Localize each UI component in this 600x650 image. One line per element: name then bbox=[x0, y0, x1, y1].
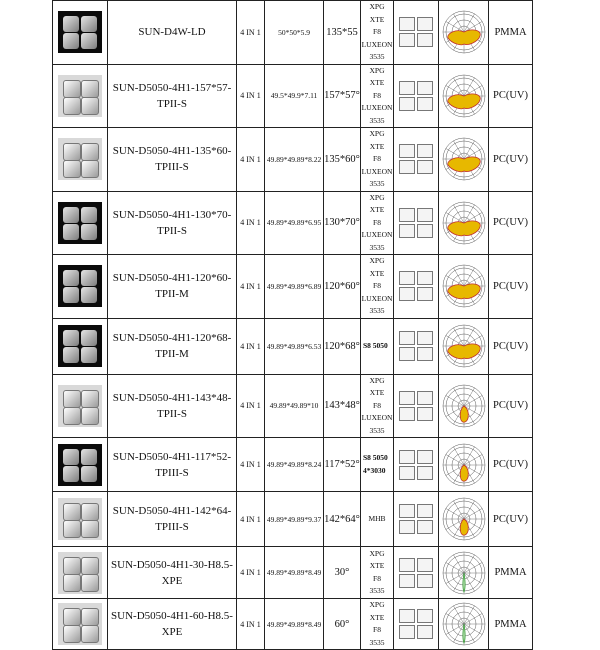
lens-element bbox=[63, 625, 81, 643]
lens-element bbox=[81, 143, 99, 161]
drawing-square bbox=[399, 160, 415, 174]
lens-photo bbox=[58, 325, 102, 367]
led-type: XPG bbox=[369, 256, 385, 265]
model-cell: SUN-D4W-LD bbox=[108, 1, 237, 65]
led-type: LUXEON bbox=[361, 230, 393, 239]
led-cell bbox=[361, 191, 394, 255]
led-type: XPG bbox=[369, 600, 385, 609]
lens-element bbox=[81, 574, 99, 592]
material-cell: PC(UV) bbox=[489, 374, 533, 438]
drawing-square bbox=[399, 97, 415, 111]
lens-element bbox=[63, 503, 81, 521]
led-cell bbox=[361, 128, 394, 192]
material-cell: PMMA bbox=[489, 599, 533, 650]
lens-element bbox=[63, 557, 81, 575]
lens-element bbox=[63, 33, 79, 49]
light-curve-cell bbox=[439, 128, 489, 192]
light-distribution-curve bbox=[442, 551, 486, 595]
material-cell: PC(UV) bbox=[489, 255, 533, 319]
model-cell: SUN-D5050-4H1-135*60-TPIII-S bbox=[108, 128, 237, 192]
lens-element bbox=[63, 97, 81, 115]
table-row bbox=[53, 599, 533, 650]
lens-photo bbox=[58, 265, 102, 307]
led-type: XPG bbox=[369, 548, 385, 558]
led-type: F8 bbox=[373, 154, 381, 163]
lens-element bbox=[63, 160, 81, 178]
lens-element bbox=[63, 390, 81, 408]
size-cell: 49.5*49.9*7.11 bbox=[265, 64, 324, 128]
led-type: LUXEON bbox=[361, 103, 393, 112]
drawing-square bbox=[399, 407, 415, 421]
material-cell: PC(UV) bbox=[489, 191, 533, 255]
light-curve-cell bbox=[439, 64, 489, 128]
led-type: LUXEON bbox=[361, 39, 393, 49]
product-photo-cell bbox=[53, 374, 108, 438]
type-cell: 4 IN 1 bbox=[237, 547, 265, 599]
lens-element bbox=[81, 347, 97, 363]
size-cell: 49.89*49.89*10 bbox=[265, 374, 324, 438]
table-row bbox=[53, 1, 533, 65]
dimension-drawing-cell bbox=[394, 599, 439, 650]
dimension-drawing bbox=[397, 15, 435, 49]
led-type: MHB bbox=[368, 513, 386, 523]
product-table-body bbox=[53, 1, 533, 650]
led-type: LUXEON bbox=[361, 166, 393, 176]
led-cell bbox=[361, 438, 394, 492]
lens-element bbox=[81, 97, 99, 115]
drawing-square bbox=[399, 466, 415, 480]
model-cell: SUN-D5050-4H1-117*52-TPIII-S bbox=[108, 438, 237, 492]
lens-element bbox=[63, 449, 79, 465]
lens-element bbox=[63, 347, 79, 363]
dimension-drawing bbox=[397, 607, 435, 641]
led-type: 3535 bbox=[369, 115, 385, 125]
product-photo-cell bbox=[53, 438, 108, 492]
led-type: 3535 bbox=[369, 242, 385, 252]
size-cell: 49.89*49.89*8.49 bbox=[265, 547, 324, 599]
model-cell: SUN-D5050-4H1-143*48-TPII-S bbox=[108, 374, 237, 438]
led-cell bbox=[361, 1, 394, 65]
drawing-square bbox=[399, 558, 415, 572]
lens-element bbox=[63, 407, 81, 425]
led-type: XTE bbox=[369, 561, 385, 570]
table-row bbox=[53, 438, 533, 492]
led-type: XTE bbox=[369, 268, 385, 278]
led-type: F8 bbox=[373, 90, 381, 100]
led-type: XPG bbox=[369, 375, 385, 385]
led-type: 3535 bbox=[369, 425, 385, 435]
lens-photo bbox=[58, 603, 102, 645]
light-curve-cell bbox=[439, 255, 489, 319]
lens-element bbox=[63, 330, 79, 346]
type-cell: 4 IN 1 bbox=[237, 438, 265, 492]
drawing-square bbox=[399, 450, 415, 464]
model-cell: SUN-D5050-4H1-120*60-TPII-M bbox=[108, 255, 237, 319]
led-type: XPG bbox=[369, 192, 385, 202]
table-row bbox=[53, 191, 533, 255]
lens-photo bbox=[58, 11, 102, 53]
angle-cell: 60° bbox=[324, 599, 361, 650]
drawing-square bbox=[399, 520, 415, 534]
angle-cell: 143*48° bbox=[324, 374, 361, 438]
table-row bbox=[53, 64, 533, 128]
type-cell: 4 IN 1 bbox=[237, 255, 265, 319]
light-curve-cell bbox=[439, 191, 489, 255]
lens-element bbox=[63, 143, 81, 161]
lens-element bbox=[81, 270, 97, 286]
drawing-square bbox=[417, 160, 433, 174]
dimension-drawing-cell bbox=[394, 492, 439, 547]
led-type: XPG bbox=[369, 65, 385, 75]
table-row bbox=[53, 374, 533, 438]
led-cell bbox=[361, 374, 394, 438]
material-cell: PMMA bbox=[489, 547, 533, 599]
drawing-square bbox=[417, 271, 433, 285]
light-distribution-curve bbox=[442, 10, 486, 54]
dimension-drawing bbox=[397, 556, 435, 590]
led-cell bbox=[361, 255, 394, 319]
led-type: S8 5050 bbox=[363, 453, 388, 462]
led-type: F8 bbox=[373, 400, 381, 410]
lens-element bbox=[81, 330, 97, 346]
light-curve-cell bbox=[439, 547, 489, 599]
model-cell: SUN-D5050-4H1-130*70-TPII-S bbox=[108, 191, 237, 255]
drawing-square bbox=[417, 97, 433, 111]
dimension-drawing bbox=[397, 206, 435, 240]
led-type: F8 bbox=[373, 27, 381, 36]
light-distribution-curve bbox=[442, 137, 486, 181]
led-cell bbox=[361, 599, 394, 650]
angle-cell: 130*70° bbox=[324, 191, 361, 255]
drawing-square bbox=[417, 609, 433, 623]
lens-photo bbox=[58, 385, 102, 427]
dimension-drawing-cell bbox=[394, 318, 439, 374]
drawing-square bbox=[399, 331, 415, 345]
lens-element bbox=[63, 574, 81, 592]
lens-element bbox=[81, 503, 99, 521]
drawing-square bbox=[417, 574, 433, 588]
lens-element bbox=[63, 520, 81, 538]
drawing-square bbox=[417, 450, 433, 464]
led-type: 3535 bbox=[369, 637, 385, 647]
drawing-square bbox=[417, 347, 433, 361]
drawing-square bbox=[399, 144, 415, 158]
angle-cell: 157*57° bbox=[324, 64, 361, 128]
dimension-drawing-cell bbox=[394, 128, 439, 192]
lens-photo bbox=[58, 138, 102, 180]
product-photo-cell bbox=[53, 1, 108, 65]
led-type: XTE bbox=[369, 141, 385, 151]
drawing-square bbox=[399, 287, 415, 301]
material-cell: PC(UV) bbox=[489, 492, 533, 547]
product-photo-cell bbox=[53, 64, 108, 128]
product-photo-cell bbox=[53, 492, 108, 547]
size-cell: 49.89*49.89*6.53 bbox=[265, 318, 324, 374]
lens-element bbox=[81, 207, 97, 223]
drawing-square bbox=[399, 391, 415, 405]
drawing-square bbox=[417, 466, 433, 480]
size-cell: 49.89*49.89*8.49 bbox=[265, 599, 324, 650]
led-type: 4*3030 bbox=[363, 465, 386, 475]
type-cell: 4 IN 1 bbox=[237, 64, 265, 128]
dimension-drawing-cell bbox=[394, 255, 439, 319]
product-table bbox=[52, 0, 533, 650]
led-type: XTE bbox=[369, 612, 385, 622]
drawing-square bbox=[399, 81, 415, 95]
angle-cell: 120*60° bbox=[324, 255, 361, 319]
led-type: S8 5050 bbox=[363, 340, 388, 350]
size-cell: 49.89*49.89*8.24 bbox=[265, 438, 324, 492]
lens-photo bbox=[58, 202, 102, 244]
table-row bbox=[53, 547, 533, 599]
size-cell: 49.89*49.89*9.37 bbox=[265, 492, 324, 547]
material-cell: PC(UV) bbox=[489, 318, 533, 374]
lens-photo bbox=[58, 552, 102, 594]
dimension-drawing-cell bbox=[394, 191, 439, 255]
model-cell: SUN-D5050-4H1-120*68-TPII-M bbox=[108, 318, 237, 374]
angle-cell: 30° bbox=[324, 547, 361, 599]
led-type: 3535 bbox=[369, 179, 385, 188]
drawing-square bbox=[399, 17, 415, 31]
lens-photo bbox=[58, 444, 102, 486]
drawing-square bbox=[417, 520, 433, 534]
model-cell: SUN-D5050-4H1-60-H8.5-XPE bbox=[108, 599, 237, 650]
lens-element bbox=[63, 224, 79, 240]
lens-element bbox=[81, 449, 97, 465]
lens-element bbox=[81, 466, 97, 482]
led-type: XPG bbox=[369, 2, 385, 11]
lens-element bbox=[63, 207, 79, 223]
angle-cell: 117*52° bbox=[324, 438, 361, 492]
led-type: 3535 bbox=[369, 52, 385, 61]
light-distribution-curve bbox=[442, 74, 486, 118]
drawing-square bbox=[417, 504, 433, 518]
type-cell: 4 IN 1 bbox=[237, 318, 265, 374]
product-photo-cell bbox=[53, 191, 108, 255]
material-cell: PMMA bbox=[489, 1, 533, 65]
size-cell: 49.89*49.89*8.22 bbox=[265, 128, 324, 192]
size-cell: 49.89*49.89*6.89 bbox=[265, 255, 324, 319]
drawing-square bbox=[399, 224, 415, 238]
led-type: F8 bbox=[373, 573, 381, 583]
light-curve-cell bbox=[439, 599, 489, 650]
light-curve-cell bbox=[439, 1, 489, 65]
product-photo-cell bbox=[53, 318, 108, 374]
type-cell: 4 IN 1 bbox=[237, 128, 265, 192]
dimension-drawing bbox=[397, 142, 435, 176]
lens-element bbox=[81, 224, 97, 240]
led-cell bbox=[361, 492, 394, 547]
dimension-drawing bbox=[397, 269, 435, 303]
led-type: F8 bbox=[373, 217, 381, 227]
drawing-square bbox=[417, 144, 433, 158]
light-distribution-curve bbox=[442, 264, 486, 308]
led-type: LUXEON bbox=[361, 293, 393, 303]
drawing-square bbox=[399, 625, 415, 639]
lens-element bbox=[81, 287, 97, 303]
model-cell: SUN-D5050-4H1-30-H8.5-XPE bbox=[108, 547, 237, 599]
lens-element bbox=[81, 80, 99, 98]
lens-element bbox=[63, 80, 81, 98]
drawing-square bbox=[399, 347, 415, 361]
dimension-drawing-cell bbox=[394, 374, 439, 438]
type-cell: 4 IN 1 bbox=[237, 191, 265, 255]
light-curve-cell bbox=[439, 318, 489, 374]
light-distribution-curve bbox=[442, 443, 486, 487]
drawing-square bbox=[417, 558, 433, 572]
dimension-drawing-cell bbox=[394, 64, 439, 128]
light-curve-cell bbox=[439, 374, 489, 438]
lens-element bbox=[63, 466, 79, 482]
led-type: XTE bbox=[369, 205, 385, 214]
lens-element bbox=[81, 16, 97, 32]
table-row bbox=[53, 128, 533, 192]
drawing-square bbox=[399, 33, 415, 47]
dimension-drawing-cell bbox=[394, 438, 439, 492]
led-type: LUXEON bbox=[361, 413, 393, 422]
led-cell bbox=[361, 318, 394, 374]
type-cell: 4 IN 1 bbox=[237, 1, 265, 65]
product-photo-cell bbox=[53, 599, 108, 650]
drawing-square bbox=[417, 81, 433, 95]
led-type: XTE bbox=[369, 388, 385, 397]
drawing-square bbox=[399, 609, 415, 623]
angle-cell: 142*64° bbox=[324, 492, 361, 547]
lens-element bbox=[63, 608, 81, 626]
lens-element bbox=[81, 608, 99, 626]
table-row bbox=[53, 492, 533, 547]
drawing-square bbox=[417, 208, 433, 222]
light-curve-cell bbox=[439, 492, 489, 547]
drawing-square bbox=[417, 391, 433, 405]
type-cell: 4 IN 1 bbox=[237, 492, 265, 547]
product-photo-cell bbox=[53, 255, 108, 319]
drawing-square bbox=[417, 33, 433, 47]
drawing-square bbox=[417, 224, 433, 238]
dimension-drawing bbox=[397, 502, 435, 536]
lens-element bbox=[63, 270, 79, 286]
drawing-square bbox=[399, 208, 415, 222]
material-cell: PC(UV) bbox=[489, 438, 533, 492]
drawing-square bbox=[399, 574, 415, 588]
drawing-square bbox=[417, 331, 433, 345]
drawing-square bbox=[417, 625, 433, 639]
lens-photo bbox=[58, 498, 102, 540]
size-cell: 50*50*5.9 bbox=[265, 1, 324, 65]
dimension-drawing bbox=[397, 448, 435, 482]
light-distribution-curve bbox=[442, 497, 486, 541]
led-type: F8 bbox=[373, 625, 381, 634]
drawing-square bbox=[417, 17, 433, 31]
drawing-square bbox=[399, 504, 415, 518]
led-type: 3535 bbox=[369, 586, 385, 595]
product-photo-cell bbox=[53, 128, 108, 192]
angle-cell: 135*55 bbox=[324, 1, 361, 65]
lens-element bbox=[81, 407, 99, 425]
lens-element bbox=[81, 625, 99, 643]
drawing-square bbox=[399, 271, 415, 285]
type-cell: 4 IN 1 bbox=[237, 599, 265, 650]
led-type: 3535 bbox=[369, 306, 385, 315]
angle-cell: 120*68° bbox=[324, 318, 361, 374]
lens-photo bbox=[58, 75, 102, 117]
dimension-drawing bbox=[397, 389, 435, 423]
dimension-drawing-cell bbox=[394, 1, 439, 65]
light-distribution-curve bbox=[442, 324, 486, 368]
table-row bbox=[53, 255, 533, 319]
light-distribution-curve bbox=[442, 201, 486, 245]
lens-element bbox=[81, 390, 99, 408]
model-cell: SUN-D5050-4H1-157*57-TPII-S bbox=[108, 64, 237, 128]
material-cell: PC(UV) bbox=[489, 64, 533, 128]
lens-element bbox=[63, 16, 79, 32]
led-type: F8 bbox=[373, 281, 381, 290]
product-photo-cell bbox=[53, 547, 108, 599]
model-cell: SUN-D5050-4H1-142*64-TPIII-S bbox=[108, 492, 237, 547]
led-cell bbox=[361, 547, 394, 599]
led-type: XTE bbox=[369, 78, 385, 87]
lens-element bbox=[81, 160, 99, 178]
type-cell: 4 IN 1 bbox=[237, 374, 265, 438]
angle-cell: 135*60° bbox=[324, 128, 361, 192]
light-distribution-curve bbox=[442, 602, 486, 646]
lens-element bbox=[81, 557, 99, 575]
dimension-drawing bbox=[397, 79, 435, 113]
dimension-drawing bbox=[397, 329, 435, 363]
drawing-square bbox=[417, 287, 433, 301]
light-curve-cell bbox=[439, 438, 489, 492]
drawing-square bbox=[417, 407, 433, 421]
lens-element bbox=[63, 287, 79, 303]
light-distribution-curve bbox=[442, 384, 486, 428]
led-cell bbox=[361, 64, 394, 128]
led-type: XTE bbox=[369, 14, 385, 24]
lens-element bbox=[81, 520, 99, 538]
led-type: XPG bbox=[369, 129, 385, 138]
table-row bbox=[53, 318, 533, 374]
size-cell: 49.89*49.89*6.95 bbox=[265, 191, 324, 255]
material-cell: PC(UV) bbox=[489, 128, 533, 192]
lens-element bbox=[81, 33, 97, 49]
dimension-drawing-cell bbox=[394, 547, 439, 599]
